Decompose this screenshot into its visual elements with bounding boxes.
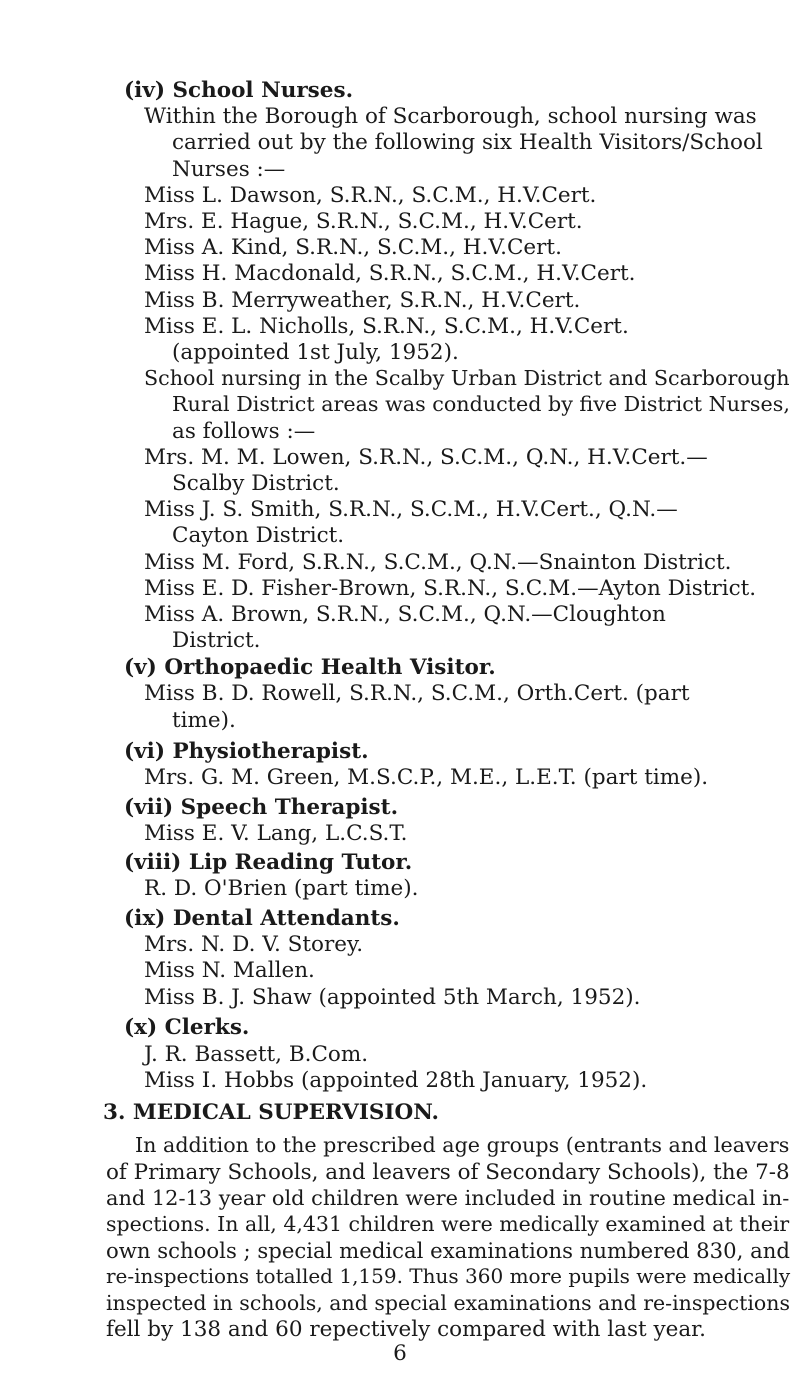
district-intro-line: as follows :— — [172, 418, 316, 444]
lip-reading-heading: (viii) Lip Reading Tutor. — [124, 849, 413, 875]
page-number: 6 — [393, 1341, 407, 1366]
district-intro-line: School nursing in the Scalby Urban District and Scarborough — [144, 366, 790, 391]
paragraph-line: In addition to the prescribed age groups (entrants and leavers — [135, 1133, 790, 1158]
district-nurse: Scalby District. — [172, 470, 340, 496]
nurse-name: Miss L. Dawson, S.R.N., S.C.M., H.V.Cert. — [144, 182, 597, 208]
staff-line: Mrs. G. M. Green, M.S.C.P., M.E., L.E.T. (part time). — [144, 764, 709, 790]
staff-line: Miss E. V. Lang, L.C.S.T. — [144, 820, 408, 846]
paragraph-line: fell by 138 and 60 repectively compared with last year. — [106, 1316, 706, 1342]
paragraph-line: of Primary Schools, and leavers of Secondary Schools), the 7-8 — [106, 1159, 790, 1185]
nurse-name: Miss B. Merryweather, S.R.N., H.V.Cert. — [144, 287, 581, 313]
paragraph-line: re-inspections totalled 1,159. Thus 360 more pupils were medically — [106, 1264, 791, 1289]
paragraph-line: spections. In all, 4,431 children were medically examined at their — [106, 1211, 790, 1236]
nurse-name: Miss H. Macdonald, S.R.N., S.C.M., H.V.Cert. — [144, 261, 636, 287]
paragraph-line: inspected in schools, and special examinations and re-inspections — [106, 1290, 790, 1315]
staff-line: Miss B. J. Shaw (appointed 5th March, 1952). — [144, 984, 641, 1010]
district-nurse: District. — [172, 628, 261, 654]
nurse-name: (appointed 1st July, 1952). — [172, 340, 459, 365]
staff-line: Miss I. Hobbs (appointed 28th January, 1952). — [144, 1067, 648, 1093]
district-nurse: Miss J. S. Smith, S.R.N., S.C.M., H.V.Cert., Q.N.— — [144, 497, 678, 523]
staff-line: Mrs. N. D. V. Storey. — [144, 932, 364, 958]
physiotherapist-heading: (vi) Physiotherapist. — [124, 738, 369, 764]
intro-line: Within the Borough of Scarborough, school nursing was — [144, 104, 757, 130]
dental-heading: (ix) Dental Attendants. — [124, 906, 400, 931]
orthopaedic-heading: (v) Orthopaedic Health Visitor. — [124, 655, 496, 681]
intro-line: Nurses :— — [172, 156, 286, 182]
staff-line: Miss B. D. Rowell, S.R.N., S.C.M., Orth.Cert. (part — [144, 681, 690, 707]
medical-supervision-heading: 3. MEDICAL SUPERVISION. — [103, 1099, 439, 1125]
speech-therapist-heading: (vii) Speech Therapist. — [124, 794, 399, 820]
paragraph-line: own schools ; special medical examinations numbered 830, and — [106, 1238, 790, 1264]
district-nurse: Miss A. Brown, S.R.N., S.C.M., Q.N.—Cloughton — [144, 601, 666, 627]
intro-line: carried out by the following six Health Visitors/School — [172, 130, 763, 156]
district-nurse: Mrs. M. M. Lowen, S.R.N., S.C.M., Q.N., H.V.Cert.— — [144, 444, 708, 470]
nurse-name: Mrs. E. Hague, S.R.N., S.C.M., H.V.Cert. — [144, 209, 583, 234]
nurse-name: Miss A. Kind, S.R.N., S.C.M., H.V.Cert. — [144, 235, 562, 261]
clerks-heading: (x) Clerks. — [124, 1015, 250, 1041]
district-nurse: Miss M. Ford, S.R.N., S.C.M., Q.N.—Snainton District. — [144, 549, 732, 575]
staff-line: R. D. O'Brien (part time). — [144, 876, 419, 901]
nurse-name: Miss E. L. Nicholls, S.R.N., S.C.M., H.V.Cert. — [144, 313, 629, 339]
school-nurses-heading: (iv) School Nurses. — [124, 78, 354, 103]
district-intro-line: Rural District areas was conducted by five District Nurses, — [172, 392, 790, 417]
district-nurse: Miss E. D. Fisher-Brown, S.R.N., S.C.M.—Ayton District. — [144, 575, 757, 601]
district-nurse: Cayton District. — [172, 523, 345, 549]
staff-line: Miss N. Mallen. — [144, 958, 315, 984]
paragraph-line: and 12-13 year old children were included in routine medical in- — [106, 1185, 790, 1210]
staff-line: J. R. Bassett, B.Com. — [144, 1041, 369, 1067]
staff-line: time). — [172, 707, 236, 733]
